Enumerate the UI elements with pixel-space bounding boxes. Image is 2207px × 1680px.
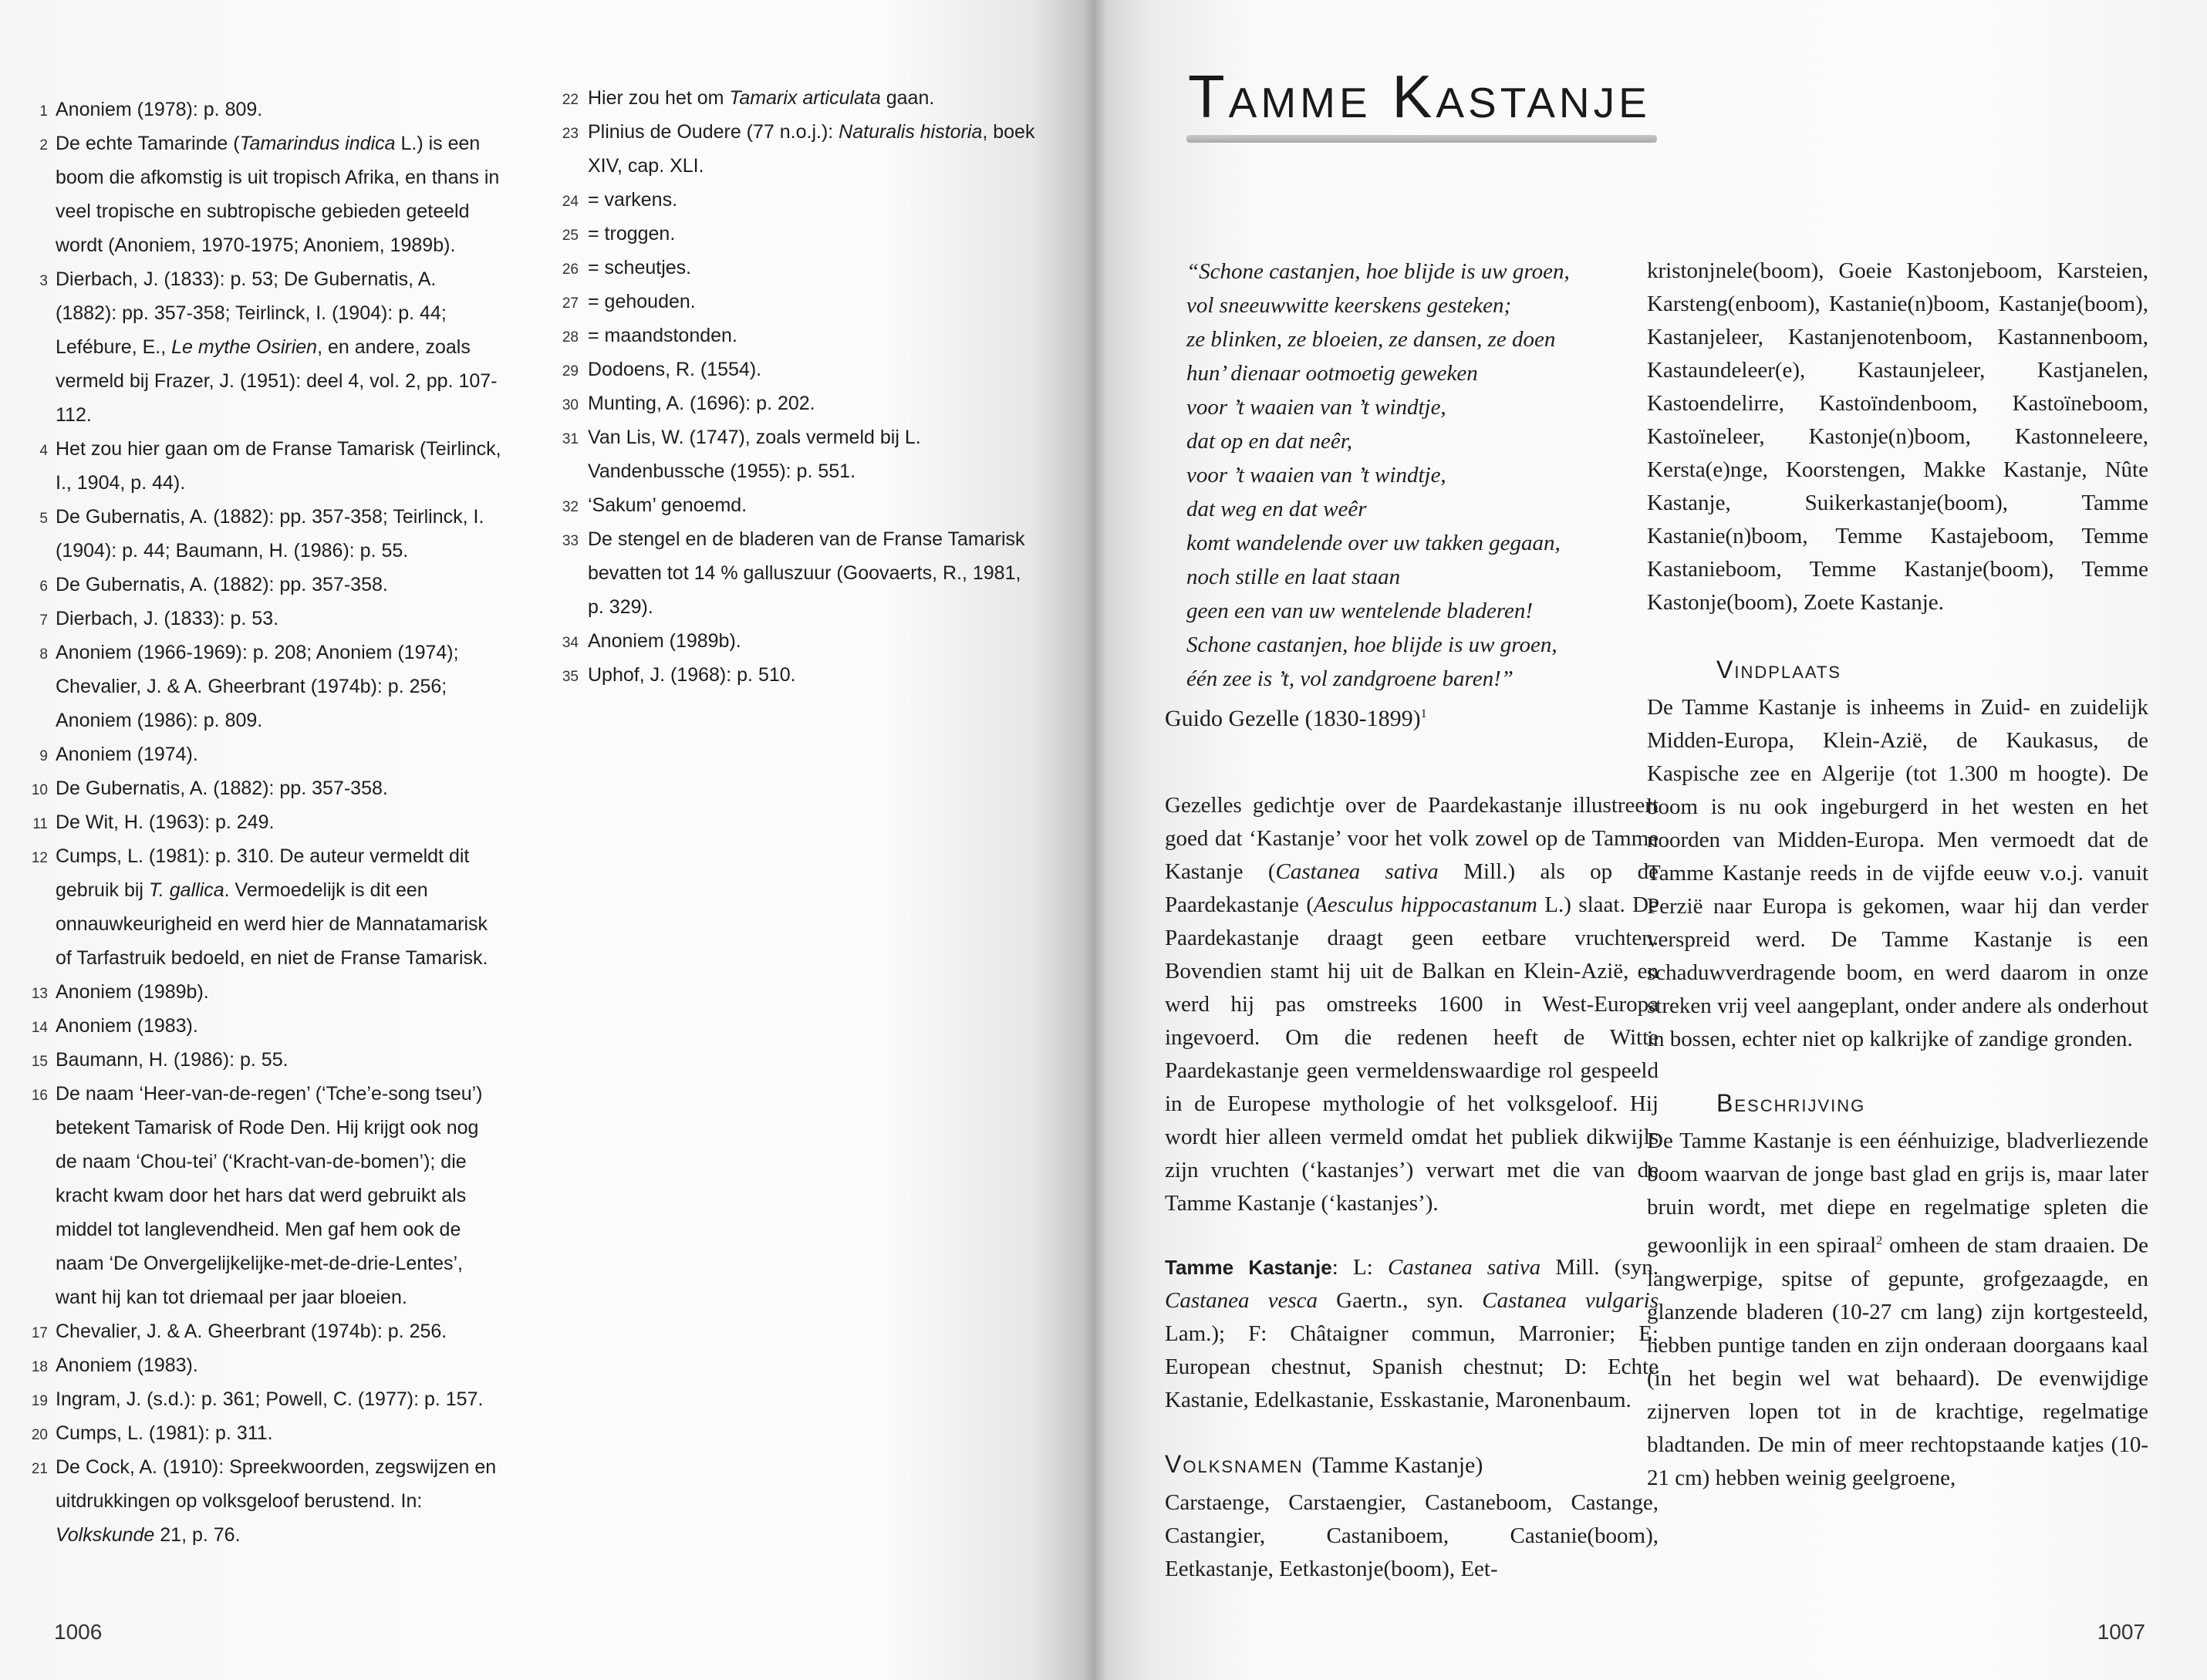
book-gutter-shadow: [1084, 0, 1107, 1680]
endnote-text: Uphof, J. (1968): p. 510.: [588, 664, 796, 686]
endnote-text: De Cock, A. (1910): Spreekwoorden, zegswijzen en uitdrukkingen op volksgeloof berustend. In:: [56, 1456, 497, 1512]
intro-text: L.) slaat. De Paardekastanje draagt geen eetbare vruchten. Bovendien stamt hij uit de Balkan en Klein-Azië, en werd hij pas omstreeks 1600 in West-Europa ingevoerd. Om die redenen heeft de Witte Paardekastanje geen vermeldenswaardige rol gespeeld in de Europese mythologie of het volksgeloof. Hij wordt hier alleen vermeld omdat het publiek dikwijls zijn vruchten (‘kastanjes’) verwart met die van de Tamme Kastanje (‘kastanjes’).: [1165, 892, 1659, 1216]
section-heading-beschrijving: Beschrijving: [1716, 1089, 1866, 1117]
endnote-text: Anoniem (1983).: [56, 1354, 198, 1376]
poem: [1186, 255, 1659, 696]
latin-name: Castanea sativa: [1388, 1255, 1541, 1280]
endnote: [540, 217, 1041, 251]
endnote-text: Chevalier, J. & A. Gheerbrant (1974b): p. 256.: [56, 1321, 447, 1342]
synonyms-paragraph: [1165, 1251, 1659, 1417]
endnote-number: 4: [39, 443, 48, 459]
endnote-text: Anoniem (1966-1969): p. 208; Anoniem (1974); Chevalier, J. & A. Gheerbrant (1974b): p. 256; Anoniem (1986): p. 809.: [56, 642, 459, 731]
poem-author: Guido Gezelle (1830-1899): [1165, 706, 1421, 731]
synonyms-label: Tamme Kastanje: [1165, 1256, 1332, 1279]
endnote-number: 16: [31, 1088, 48, 1104]
endnote-number: 7: [39, 612, 48, 629]
endnote: [15, 93, 501, 127]
vindplaats-text: De Tamme Kastanje is inheems in Zuid- en zuidelijk Midden-Europa, Klein-Azië, de Kaukasus, de Kaspische zee en Algerije (tot 1.300 m hoogte). De boom is nu ook ingeburgerd in het westen en het noorden van Midden-Europa. Men vermoedt dat de Tamme Kastanje reeds in de vijfde eeuw v.o.j. vanuit Perzië naar Europa is gekomen, waar hij dan verder verspreid werd. De Tamme Kastanje is een schaduwverdragende boom, en werd daarom in onze streken vrij veel aangeplant, onder andere als onderhout in bossen, echter niet op kalkrijke of zandige gronden.: [1647, 695, 2148, 1051]
endnote-number: 33: [562, 533, 579, 549]
endnote-number: 26: [562, 261, 579, 278]
endnote: [540, 353, 1041, 386]
section-heading-text: Volksnamen: [1165, 1450, 1304, 1478]
poem-line: voor ’t waaien van ’t windtje,: [1186, 463, 1446, 487]
endnote-text: Ingram, J. (s.d.): p. 361; Powell, C. (1977): p. 157.: [56, 1388, 484, 1410]
endnote: [15, 1077, 501, 1314]
endnote-text: Plinius de Oudere (77 n.o.j.):: [588, 121, 839, 143]
poem-line: ze blinken, ze bloeien, ze dansen, ze doen: [1186, 327, 1556, 352]
endnote-text: Cumps, L. (1981): p. 310. De auteur vermeldt dit gebruik bij: [56, 845, 470, 901]
endnote-number: 34: [562, 635, 579, 651]
section-heading-volksnamen: [1165, 1448, 1659, 1482]
endnote-number: 3: [39, 273, 48, 289]
endnote: [15, 975, 501, 1009]
endnote-number: 12: [31, 850, 48, 866]
poem-line: voor ’t waaien van ’t windtje,: [1186, 395, 1446, 420]
endnote: [15, 1416, 501, 1450]
text-column-right: [1647, 255, 2148, 1526]
endnotes-column-2: [540, 81, 1041, 692]
endnote-text: Anoniem (1989b).: [56, 981, 209, 1003]
endnote: [15, 1348, 501, 1382]
endnote-number: 28: [562, 329, 579, 346]
endnote-number: 21: [31, 1461, 48, 1477]
endnote-text: Van Lis, W. (1747), zoals vermeld bij L. Vandenbussche (1955): p. 551.: [588, 427, 921, 482]
latin-name: Castanea vulgaris: [1482, 1288, 1659, 1313]
endnote-text: , boek XIV, cap. XLI.: [588, 121, 1035, 177]
endnote: [540, 488, 1041, 522]
title-underline: [1186, 135, 1657, 143]
endnote-number: 11: [32, 816, 48, 832]
endnote-number: 5: [39, 511, 48, 527]
endnote: [15, 1009, 501, 1043]
volksnamen-text: Carstaenge, Carstaengier, Castaneboom, Castange, Castangier, Castaniboem, Castanie(boom), Eetkastanje, Eetkastonje(boom), Eet-: [1165, 1490, 1659, 1581]
endnote-text: ‘Sakum’ genoemd.: [588, 494, 747, 516]
latin-name: Aesculus hippocastanum: [1314, 892, 1537, 917]
endnote-text: Dierbach, J. (1833): p. 53; De Gubernatis, A. (1882): pp. 357-358; Teirlinck, I. (1904): p. 44; Lefébure, E.,: [56, 268, 447, 358]
endnote-text: Dodoens, R. (1554).: [588, 359, 762, 380]
endnote-text: De Gubernatis, A. (1882): pp. 357-358.: [56, 778, 388, 799]
endnote-italic-text: Volkskunde: [56, 1524, 155, 1546]
beschrijving-text-part: omheen de stam draaien. De langwerpige, spitse of gepunte, grofgezaagde, en glanzende bladeren (10-27 cm lang) zijn kortgesteeld, hebben puntige tanden en zijn onderaan doorgaans kaal (in het begin wel wat behaard). De evenwijdige zijnerven lopen tot in de krachtige, regelmatige bladtanden. De min of meer rechtopstaande katjes (10-21 cm) hebben weinig geelgroene,: [1647, 1233, 2149, 1490]
endnote-text: Anoniem (1974).: [56, 744, 198, 765]
endnotes-column-1: [15, 93, 501, 1552]
beschrijving-text-part: De Tamme Kastanje is een éénhuizige, bladverliezende boom waarvan de jonge bast glad en grijs is, maar later bruin wordt, met diepe en regelmatige spleten die gewoonlijk in een spiraal: [1647, 1128, 2148, 1258]
endnote-number: 24: [562, 194, 579, 210]
endnote-text: De Wit, H. (1963): p. 249.: [56, 811, 275, 833]
endnote: [15, 1314, 501, 1348]
endnote-italic-text: Tamarindus indica: [239, 133, 396, 154]
synonyms-text: : L:: [1331, 1255, 1389, 1280]
endnote: [15, 1043, 501, 1077]
intro-paragraph: [1165, 789, 1659, 1220]
endnote: [15, 602, 501, 636]
endnote-number: 32: [562, 499, 579, 515]
endnote-text: Anoniem (1978): p. 809.: [56, 99, 263, 120]
endnote-number: 15: [31, 1054, 48, 1070]
endnote-number: 13: [31, 986, 48, 1002]
endnote-text: De Gubernatis, A. (1882): pp. 357-358.: [56, 574, 388, 595]
endnote-number: 18: [31, 1359, 48, 1375]
endnote: [540, 81, 1041, 115]
endnote-number: 19: [31, 1393, 48, 1409]
endnote-text: = scheutjes.: [588, 257, 692, 278]
poem-line: noch stille en laat staan: [1186, 565, 1401, 589]
endnote: [15, 805, 501, 839]
text-column-left: [1165, 255, 1659, 1586]
endnote: [15, 262, 501, 432]
endnote-text: Munting, A. (1696): p. 202.: [588, 393, 815, 414]
endnote: [540, 251, 1041, 285]
endnote-text: . Vermoedelijk is dit een onnauwkeurigheid en werd hier de Mannatamarisk of Tarfastruik bedoeld, en niet de Franse Tamarisk.: [56, 879, 488, 969]
page-number-right: 1007: [2097, 1620, 2145, 1644]
endnote: [540, 319, 1041, 353]
poem-line: dat weg en dat weêr: [1186, 497, 1367, 521]
intro-text: Mill.) als op de Paardekastanje (: [1165, 859, 1659, 917]
page-number-left: 1006: [54, 1620, 103, 1644]
endnote-text: Anoniem (1983).: [56, 1015, 198, 1037]
intro-text: Gezelles gedichtje over de Paardekastanje illustreert goed dat ‘Kastanje’ voor het volk zowel op de Tamme Kastanje (: [1165, 793, 1659, 884]
endnote-number: 25: [562, 228, 579, 244]
poem-line: “Schone castanjen, hoe blijde is uw groen,: [1186, 259, 1570, 284]
endnote-italic-text: Naturalis historia: [839, 121, 983, 143]
section-heading-vindplaats: Vindplaats: [1716, 656, 1841, 683]
endnote-text: L.) is een boom die afkomstig is uit tropisch Afrika, en thans in veel tropische en subtropische gebieden geteeld wordt (Anoniem, 1970-1975; Anoniem, 1989b).: [56, 133, 500, 256]
endnote: [540, 115, 1041, 183]
endnote: [15, 432, 501, 500]
endnote: [540, 624, 1041, 658]
poem-line: één zee is ’t, vol zandgroene baren!”: [1186, 666, 1514, 691]
endnote-text: = gehouden.: [588, 291, 696, 312]
endnote: [15, 1450, 501, 1552]
endnote: [15, 771, 501, 805]
poem-attribution: [1165, 697, 1659, 735]
latin-name: Castanea sativa: [1275, 859, 1439, 884]
page-title: Tamme Kastanje: [1188, 62, 1651, 130]
volksnamen-text-continued: kristonjnele(boom), Goeie Kastonjeboom, Karsteien, Karsteng(enboom), Kastanie(n)boom, Kastanje(boom), Kastanjeleer, Kastanjenotenboom, Kastannenboom, Kastaundeleer(e), Kastaunjeleer, Kastjanelen, Kastoendelirre, Kastoïndenboom, Kastoïneboom, Kastoïneleer, Kastonje(n)boom, Kastonneleere, Kersta(e)nge, Koorstengen, Makke Kastanje, Nûte Kastanje, Suikerkastanje(boom), Tamme Kastanie(n)boom, Temme Kastajeboom, Temme Kastanieboom, Temme Kastanje(boom), Temme Kastonje(boom), Zoete Kastanje.: [1647, 258, 2148, 615]
right-page: [1095, 0, 2207, 1680]
endnote-number: 31: [562, 431, 579, 447]
endnote-text: De naam ‘Heer-van-de-regen’ (‘Tche’e-song tseu’) betekent Tamarisk of Rode Den. Hij krijgt ook nog de naam ‘Chou-tei’ (‘Kracht-van-de-bomen’); die kracht kwam door het hars dat werd gebruikt als middel tot langlevendheid. Men gaf hem ook de naam ‘De Onvergelijkelijke-met-de-drie-Lentes’, want hij kan tot driemaal per jaar bloeien.: [56, 1083, 483, 1308]
endnote-text: Hier zou het om: [588, 87, 730, 109]
footnote-ref: 1: [1420, 707, 1427, 720]
endnote: [15, 636, 501, 737]
endnote-text: 21, p. 76.: [154, 1524, 241, 1546]
left-page: [0, 0, 1095, 1680]
endnote-text: Cumps, L. (1981): p. 311.: [56, 1422, 273, 1444]
poem-line: vol sneeuwwitte keerskens gesteken;: [1186, 293, 1512, 318]
endnote-text: Het zou hier gaan om de Franse Tamarisk (Teirlinck, I., 1904, p. 44).: [56, 438, 501, 494]
endnote-number: 17: [31, 1325, 48, 1341]
endnote-text: , en andere, zoals vermeld bij Frazer, J. (1951): deel 4, vol. 2, pp. 107-112.: [56, 336, 498, 426]
endnote-number: 27: [562, 295, 579, 312]
endnote-number: 20: [31, 1427, 48, 1443]
endnote-number: 9: [39, 748, 48, 764]
footnote-ref: 2: [1876, 1234, 1883, 1247]
endnote: [540, 420, 1041, 488]
endnote-number: 14: [31, 1020, 48, 1036]
poem-line: Schone castanjen, hoe blijde is uw groen,: [1186, 633, 1557, 657]
endnote-italic-text: Le mythe Osirien: [171, 336, 318, 358]
endnote-number: 22: [562, 92, 579, 108]
endnote: [15, 839, 501, 975]
poem-line: komt wandelende over uw takken gegaan,: [1186, 531, 1561, 555]
endnote: [540, 386, 1041, 420]
endnote: [15, 737, 501, 771]
endnote-text: De stengel en de bladeren van de Franse Tamarisk bevatten tot 14 % galluszuur (Goovaerts, R., 1981, p. 329).: [588, 528, 1025, 618]
endnote-italic-text: Tamarix articulata: [729, 87, 881, 109]
beschrijving-text: [1647, 1125, 2148, 1495]
endnote-number: 35: [562, 669, 579, 685]
endnote-number: 6: [39, 579, 48, 595]
endnote-text: Baumann, H. (1986): p. 55.: [56, 1049, 289, 1071]
poem-line: geen een van uw wentelende bladeren!: [1186, 599, 1534, 623]
endnote-text: = maandstonden.: [588, 325, 737, 346]
endnote: [540, 285, 1041, 319]
endnote-number: 30: [562, 397, 579, 413]
poem-line: dat op en dat neêr,: [1186, 429, 1353, 454]
endnote: [15, 500, 501, 568]
endnote: [15, 127, 501, 262]
endnote-text: = varkens.: [588, 189, 678, 211]
endnote-text: De Gubernatis, A. (1882): pp. 357-358; Teirlinck, I. (1904): p. 44; Baumann, H. (1986): p. 55.: [56, 506, 484, 562]
endnote-number: 2: [39, 137, 48, 153]
latin-name: Castanea vesca: [1165, 1288, 1318, 1313]
endnote-number: 10: [31, 782, 48, 798]
synonyms-text: Gaertn., syn.: [1318, 1288, 1483, 1313]
endnote-text: Anoniem (1989b).: [588, 630, 741, 652]
endnote-text: gaan.: [880, 87, 935, 109]
synonyms-text: Lam.); F: Châtaigner commun, Marronier; E: European chestnut, Spanish chestnut; D: Echte Kastanie, Edelkastanie, Esskastanie, Maronenbaum.: [1165, 1321, 1659, 1412]
section-heading-suffix: (Tamme Kastanje): [1311, 1452, 1483, 1478]
endnote: [15, 1382, 501, 1416]
synonyms-text: Mill. (syn.: [1541, 1255, 1659, 1280]
endnote-number: 29: [562, 363, 579, 380]
endnote-text: = troggen.: [588, 223, 676, 245]
endnote-number: 8: [39, 646, 48, 663]
poem-line: hun’ dienaar ootmoetig geweken: [1186, 361, 1478, 386]
endnote-italic-text: T. gallica: [148, 879, 224, 901]
endnote-text: Dierbach, J. (1833): p. 53.: [56, 608, 279, 629]
endnote: [540, 658, 1041, 692]
endnote: [540, 183, 1041, 217]
endnote-text: De echte Tamarinde (: [56, 133, 240, 154]
endnote: [540, 522, 1041, 624]
endnote-number: 23: [562, 126, 579, 142]
endnote-number: 1: [39, 103, 48, 120]
endnote: [15, 568, 501, 602]
